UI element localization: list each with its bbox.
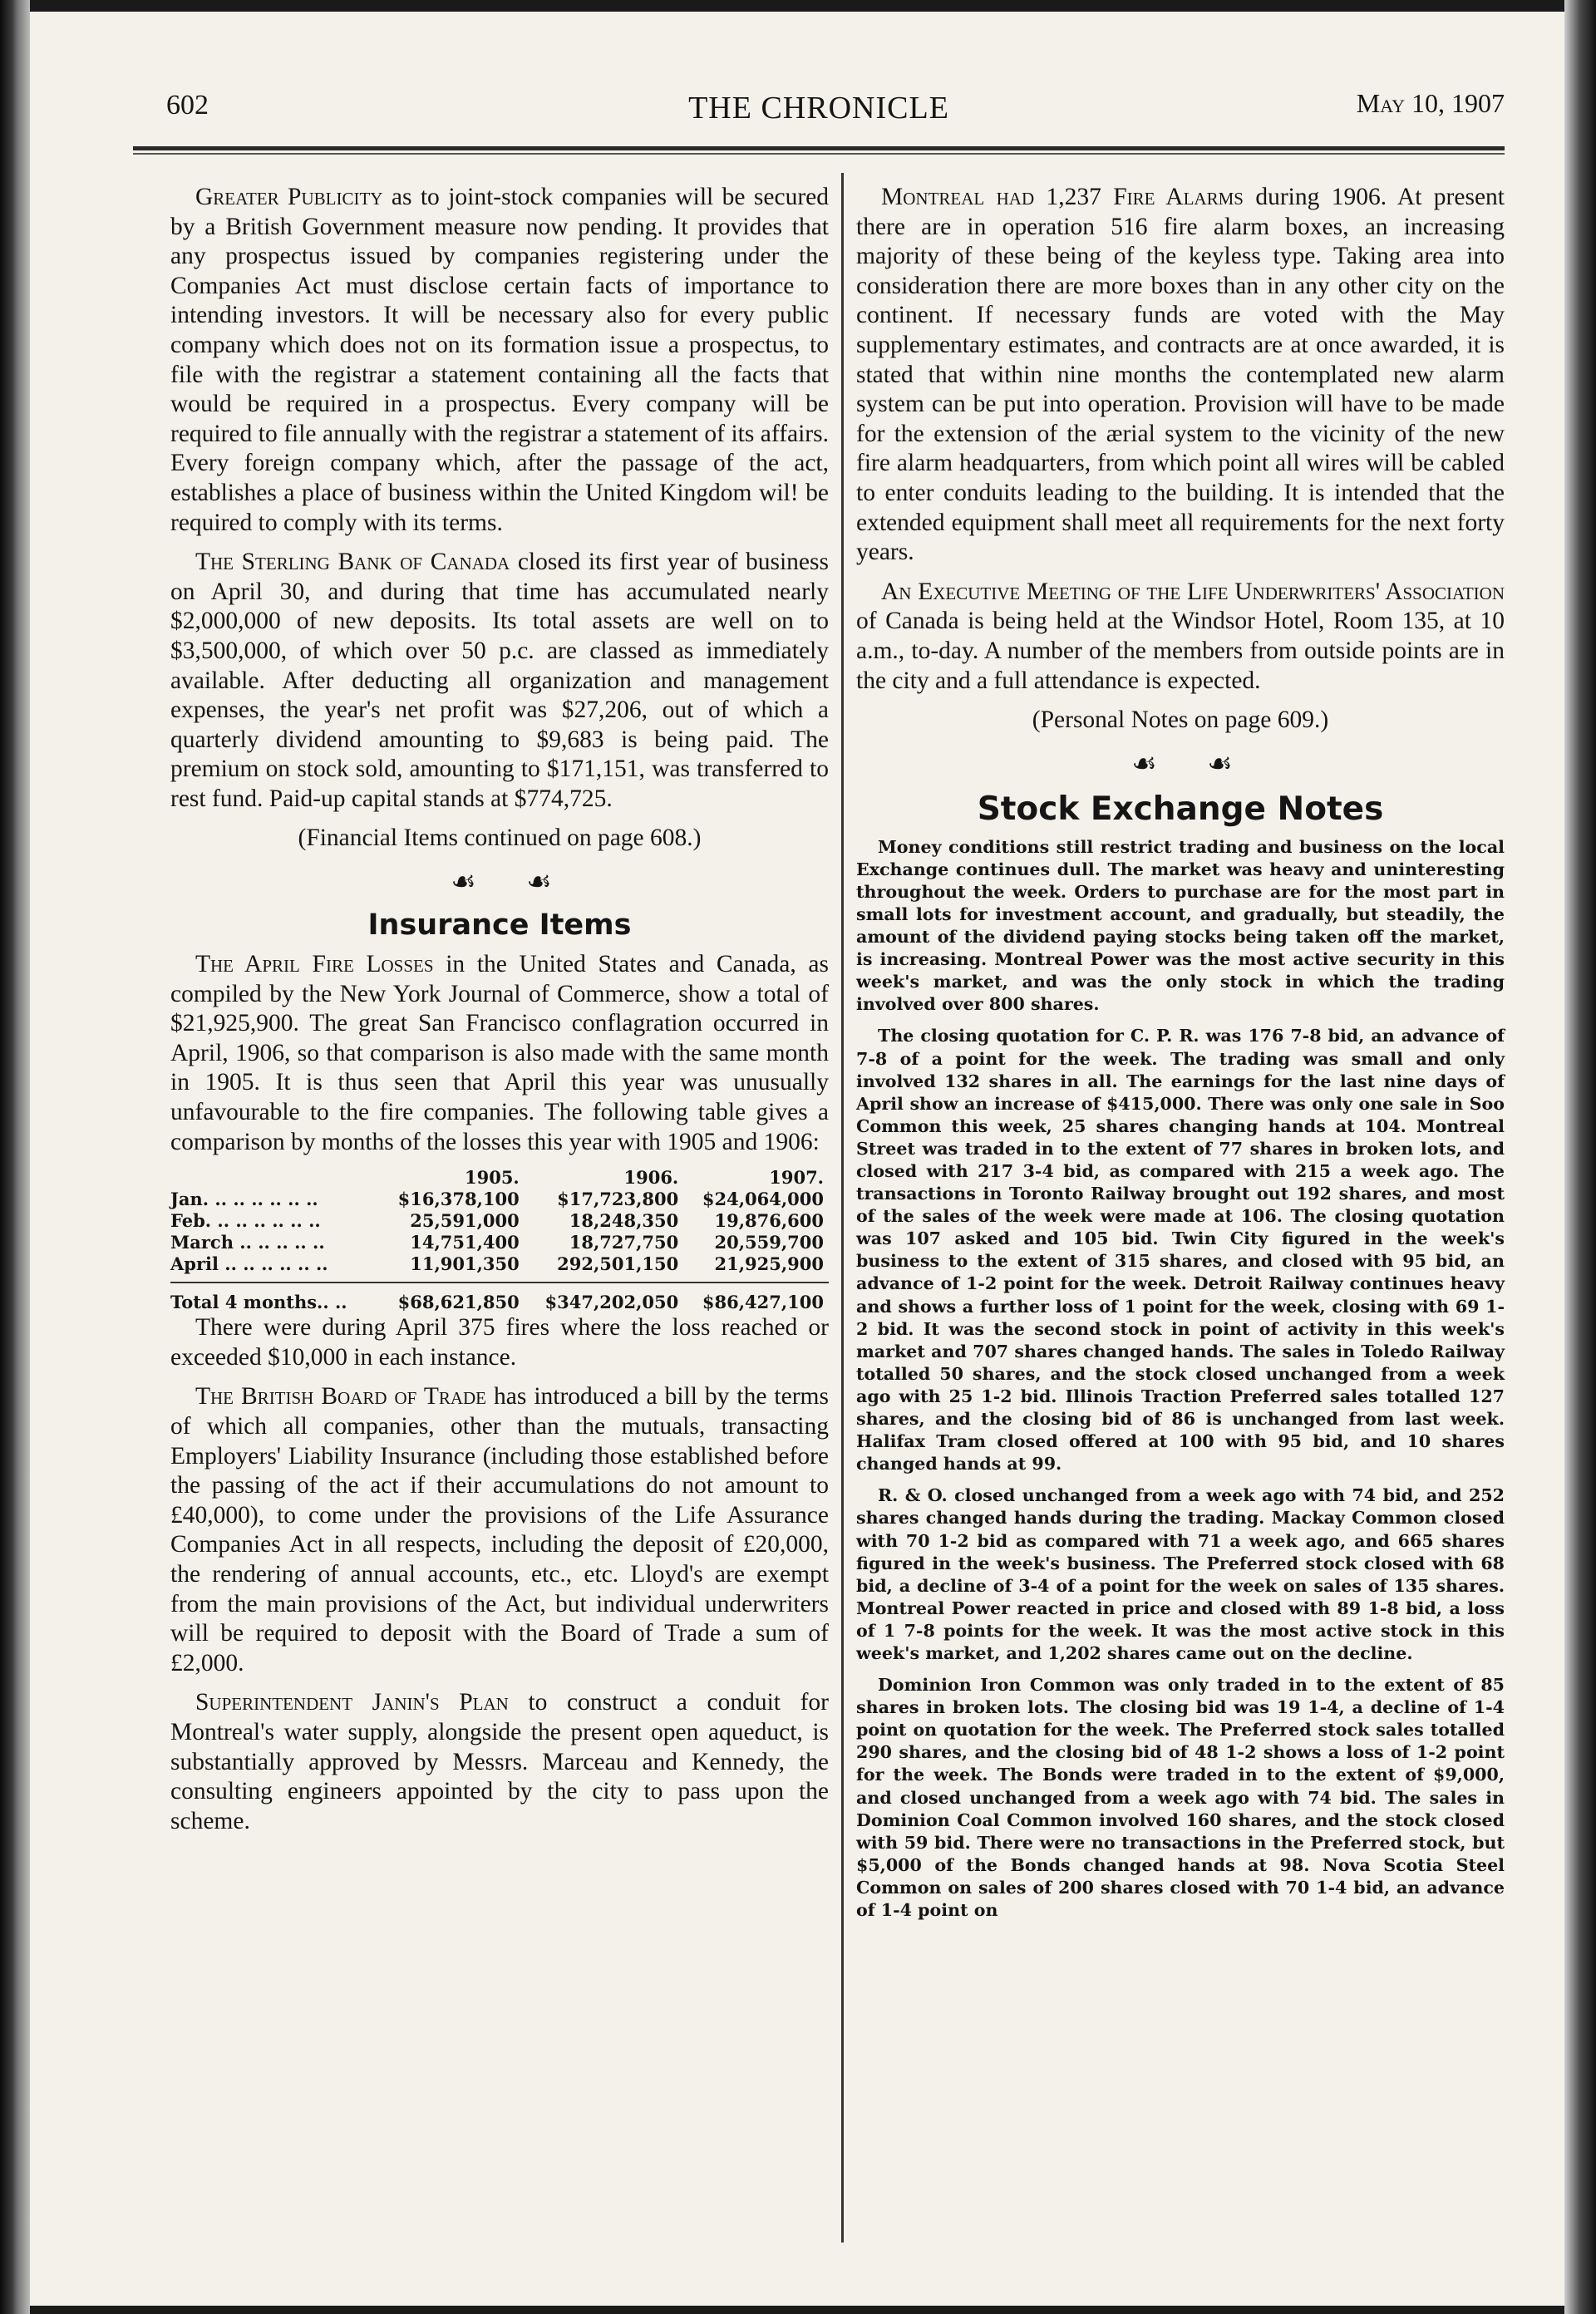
cell-1907: 19,876,600 — [714, 1210, 824, 1232]
scan-right-edge — [1564, 0, 1596, 2314]
item-lead: Greater Publicity — [195, 184, 383, 210]
header-rule — [133, 146, 1505, 150]
fleuron-ornament: ☙ ☙ — [1131, 748, 1254, 780]
item-body: during 1906. At present there are in operation 516 fire alarm boxes, an increasing majority of these being of the keyless type. Taking area into consideration there are more boxes than in any other city on the continent. If necessary funds are voted with the May supplementary estimates, and contracts are at once awarded, it is stated that within nine months the contemplated new alarm system can be put into operation. Provision will have to be made for the extension of the ærial system to the vicinity of the new fire alarm headquarters, from which point all wires will be cabled to enter conduits leading to the building. It is intended that the extended equipment shall meet all requirements for the next forty years. — [856, 184, 1505, 566]
stock-note-paragraph: The closing quotation for C. P. R. was 176 7-8 bid, an advance of 7-8 of a point for the week. The trading was small and only involved 132 shares in all. The earnings for the last nine days of April show an increase of $415,000. There was only one sale in Soo Common this week, 25 shares changing hands at 104. Montreal Street was traded in to the extent of 77 shares in broken lots, and closed with 217 3-4 bid, as compared with 215 a week ago. The transactions in Toronto Railway brought out 192 shares, and most of the sales of the week were made at 106. The closing quotation was 107 asked and 105 bid. Twin City figured in the week's business to the extent of 315 shares, and closed with 95 bid, an advance of 1-2 point for the week. Detroit Railway continues heavy and shows a further loss of 1 point for the week, closing with 69 1-2 bid. It was the second stock in point of activity in this week's market and 707 shares changed hands. The sales in Toledo Railway totalled 50 shares, and the stock closed unchanged from a week ago with 25 1-2 bid. Illinois Traction Preferred sales totalled 127 shares, and the closing bid of 86 is unchanged from last week. Halifax Tram closed offered at 100 with 95 bid, and 10 shares changed hands at 99. — [856, 1026, 1505, 1475]
cell-1907: 21,925,900 — [714, 1253, 824, 1275]
fleuron-ornament: ☙ ☙ — [451, 867, 574, 899]
table-row — [170, 1210, 829, 1232]
table-row — [170, 1232, 829, 1253]
item-body: as to joint-stock companies will be secured by a British Government measure now pending. It provides that any prospectus issued by companies registering under the Companies Act must disclose certain facts of importance to intending investors. It will be necessary also for every public company which does not on its formation issue a prospectus, to file with the registrar a statement containing all the facts that would be required in a prospectus. Every company will be required to file annually with the registrar a statement of its affairs. Every foreign company which, after the passage of the act, establishes a place of business within the United Kingdom wil! be required to comply with its terms. — [170, 184, 829, 536]
table-row — [170, 1253, 829, 1275]
item-body: in the United States and Canada, as compiled by the New York Journal of Commerce, show a total of $21,925,900. The great San Francisco conflagration occurred in April, 1906, so that comparison is also made with the same month in 1905. It is thus seen that April this year was unusually unfavourable to the fire companies. The following table gives a comparison by months of the losses this year with 1905 and 1906: — [170, 951, 829, 1155]
row-label: April .. .. .. .. .. .. — [170, 1253, 328, 1275]
total-1906: $347,202,050 — [544, 1292, 679, 1313]
cell-1905: 14,751,400 — [410, 1232, 520, 1253]
table-header: 1906. — [623, 1167, 679, 1189]
scan-left-edge — [0, 0, 30, 2314]
table-header: 1905. — [464, 1167, 520, 1189]
total-1905: $68,621,850 — [397, 1292, 520, 1313]
cell-1907: $24,064,000 — [702, 1189, 824, 1210]
item-lead: The Sterling Bank of Canada — [195, 549, 510, 576]
cell-1906: 18,248,350 — [569, 1210, 679, 1232]
item-body: closed its first year of business on April 30, and during that time has accumulated nearly $2,000,000 of new deposits. Its total assets are well on to $3,500,000, of which over 50 p.c. are classed as immediately available. After deducting all organization and management expenses, the year's net profit was $27,206, out of which a quarterly dividend amounting to $9,683 is being paid. The premium on stock sold, amounting to $171,151, was transferred to rest fund. Paid-up capital stands at $774,725. — [170, 549, 829, 812]
issue-date: May 10, 1907 — [1356, 88, 1505, 118]
continued-note: (Financial Items continued on page 608.) — [298, 825, 702, 852]
cell-1905: 25,591,000 — [410, 1210, 520, 1232]
table-header: 1907. — [769, 1167, 824, 1189]
page-header — [133, 83, 1505, 125]
item-body: has introduced a bill by the terms of which all companies, other than the mutuals, transacting Employers' Liability Insurance (including those established before the passing of the act if their accumulations do not amount to £40,000), to come under the provisions of the Life Assurance Companies Act in all respects, including the deposit of £20,000, the rendering of annual accounts, etc., etc. Lloyd's are exempt from the main provisions of the Act, but individual underwriters will be required to deposit with the Board of Trade a sum of £2,000. — [170, 1383, 829, 1676]
item-lead: Superintendent Janin's Plan — [195, 1689, 509, 1716]
column-divider — [841, 173, 844, 2243]
item-board-of-trade — [170, 1382, 829, 1678]
publication-title: THE CHRONICLE — [688, 91, 949, 126]
header-rule-thin — [133, 153, 1505, 155]
total-label: Total 4 months.. .. — [170, 1292, 347, 1313]
left-column — [170, 183, 829, 1846]
item-body: to construct a conduit for Montreal's water supply, alongside the present open aqueduct, is substantially approved by Messrs. Marceau and Kennedy, the consulting engineers appointed by the city to pass upon the scheme. — [170, 1689, 829, 1834]
table-total-row — [170, 1283, 829, 1313]
personal-notes-ref: (Personal Notes on page 609.) — [1032, 707, 1329, 734]
item-fire-alarms — [856, 183, 1505, 568]
cell-1906: $17,723,800 — [557, 1189, 679, 1210]
stock-note-paragraph: Dominion Iron Common was only traded in to the extent of 85 shares in broken lots. The closing bid was 19 1-4, a decline of 1-4 point on quotation for the week. The Preferred stock sales totalled 290 shares, and the closing bid of 48 1-2 shows a loss of 1-2 point for the week. The Bonds were traded in to the extent of $9,000, and closed unchanged from a week ago with 74 bid. The sales in Dominion Coal Common involved 160 shares, and the stock closed with 59 bid. There were no transactions in the Preferred stock, but $5,000 of the Bonds changed hands at 98. Nova Scotia Steel Common on sales of 200 shares closed with 70 1-4 bid, an advance of 1-4 point on — [856, 1675, 1505, 1920]
stock-note-paragraph: R. & O. closed unchanged from a week ago with 74 bid, and 252 shares changed hands during the trading. Mackay Common closed with 70 1-2 bid as compared with 71 a week ago, and 665 shares figured in the week's business. The Preferred stock closed with 68 bid, a decline of 3-4 of a point for the week on sales of 135 shares. Montreal Power reacted in price and closed with 89 1-8 bid, a loss of 1 7-8 points for the week. It was the most active stock in this week's market, and 1,202 shares came out on the decline. — [856, 1485, 1505, 1663]
item-lead: Montreal had 1,237 Fire Alarms — [881, 184, 1244, 210]
section-title-insurance: Insurance Items — [367, 908, 632, 943]
item-april-fire-losses — [170, 950, 829, 1157]
item-janin-plan — [170, 1688, 829, 1836]
stock-note-paragraph: Money conditions still restrict trading and business on the local Exchange continues dull. The market was heavy and uninteresting throughout the week. Orders to purchase are for the most part in small lots for investment account, and gradually, but steadily, the amount of the dividend paying stocks being taken off the market, is increasing. Montreal Power was the most active security in this week's market, and was the only stock in which the trading involved over 800 shares. — [856, 836, 1505, 1015]
item-lead: An Executive Meeting of the Life Underwriters' Association — [881, 578, 1505, 605]
item-executive-meeting — [856, 578, 1505, 696]
table-header-row — [170, 1167, 829, 1189]
fire-losses-table — [170, 1167, 829, 1313]
total-1907: $86,427,100 — [702, 1292, 824, 1313]
item-lead: The British Board of Trade — [195, 1383, 487, 1411]
table-total-rule — [170, 1275, 829, 1283]
cell-1907: 20,559,700 — [714, 1232, 824, 1253]
cell-1905: 11,901,350 — [410, 1253, 520, 1275]
item-fires-count: There were during April 375 fires where the loss reached or exceeded $10,000 in each instance. — [170, 1314, 829, 1371]
section-title-stock-exchange: Stock Exchange Notes — [977, 790, 1384, 828]
cell-1905: $16,378,100 — [397, 1189, 520, 1210]
cell-1906: 18,727,750 — [569, 1232, 679, 1253]
item-body: of Canada is being held at the Windsor Hotel, Room 135, at 10 a.m., to-day. A number of the members from outside points are in the city and a full attendance is expected. — [856, 608, 1505, 694]
item-lead: The April Fire Losses — [195, 951, 434, 978]
row-label: Feb. .. .. .. .. .. .. — [170, 1210, 321, 1232]
right-column — [856, 183, 1505, 1931]
row-label: March .. .. .. .. .. — [170, 1232, 325, 1253]
table-row — [170, 1189, 829, 1210]
item-greater-publicity — [170, 183, 829, 538]
row-label: Jan. .. .. .. .. .. .. — [170, 1189, 318, 1210]
table-header — [170, 1167, 379, 1189]
page-number: 602 — [166, 90, 209, 121]
cell-1906: 292,501,150 — [557, 1253, 679, 1275]
item-sterling-bank — [170, 548, 829, 814]
